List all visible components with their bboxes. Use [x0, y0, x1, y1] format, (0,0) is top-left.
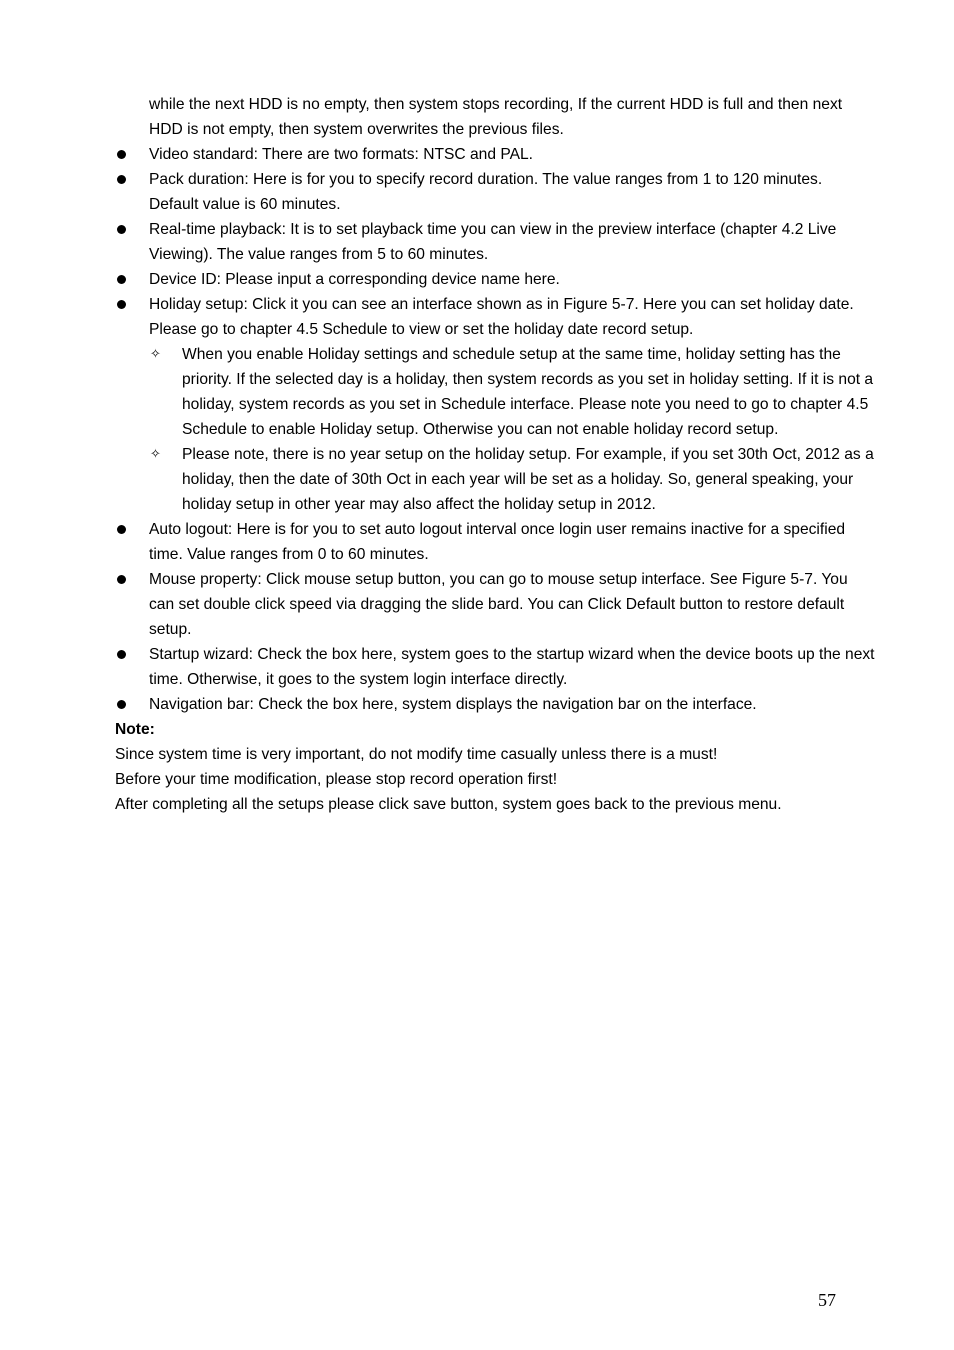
- sub-bullet-text: Please note, there is no year setup on the holiday setup. For example, if you set 30th Oct, 2012 as a holiday, then the date of 30th Oct in each year will be set as a holiday. So, general speaking, your holiday setup in other year may also affect the holiday setup in 2012.: [182, 446, 874, 513]
- bullet-navigation-bar: [115, 692, 875, 717]
- note-line: After completing all the setups please click save button, system goes back to the previous menu.: [115, 796, 782, 813]
- bullet-dot-icon: [117, 225, 126, 234]
- four-point-star-icon: ✧: [150, 447, 161, 462]
- bullet-text: Device ID: Please input a corresponding device name here.: [149, 271, 560, 288]
- bullet-mouse-property: [115, 567, 875, 642]
- note-line: Since system time is very important, do not modify time casually unless there is a must!: [115, 746, 718, 763]
- document-body: [115, 92, 875, 817]
- bullet-video-standard: [115, 142, 875, 167]
- page-number: 57: [818, 1290, 836, 1310]
- holiday-note-year: [149, 442, 875, 517]
- bullet-text: Video standard: There are two formats: NTSC and PAL.: [149, 146, 533, 163]
- note-heading: Note:: [115, 721, 155, 738]
- bullet-dot-icon: [117, 700, 126, 709]
- bullet-device-id: [115, 267, 875, 292]
- bullet-text: Mouse property: Click mouse setup button, you can go to mouse setup interface. See Figure 5-7. You can set double click speed via dragging the slide bard. You can Click Default button to restore default setup.: [149, 571, 848, 638]
- note-section: [115, 717, 875, 817]
- bullet-text: Navigation bar: Check the box here, system displays the navigation bar on the interface.: [149, 696, 757, 713]
- bullet-text: Holiday setup: Click it you can see an interface shown as in Figure 5-7. Here you can set holiday date. Please go to chapter 4.5 Schedule to view or set the holiday date record setup.: [149, 296, 854, 338]
- bullet-text: Auto logout: Here is for you to set auto logout interval once login user remains inactive for a specified time. Value ranges from 0 to 60 minutes.: [149, 521, 846, 563]
- bullet-holiday-setup: [115, 292, 875, 517]
- holiday-note-priority: [149, 342, 875, 442]
- note-line: Before your time modification, please stop record operation first!: [115, 771, 558, 788]
- bullet-text: Pack duration: Here is for you to specify record duration. The value ranges from 1 to 120 minutes. Default value is 60 minutes.: [149, 171, 823, 213]
- bullet-realtime-playback: [115, 217, 875, 267]
- intro-continuation: while the next HDD is no empty, then system stops recording, If the current HDD is full and then next HDD is not empty, then system overwrites the previous files.: [149, 96, 843, 138]
- holiday-sub-list: [149, 342, 875, 517]
- settings-bullet-list: [115, 142, 875, 717]
- bullet-auto-logout: [115, 517, 875, 567]
- bullet-dot-icon: [117, 175, 126, 184]
- bullet-startup-wizard: [115, 642, 875, 692]
- bullet-dot-icon: [117, 275, 126, 284]
- bullet-dot-icon: [117, 525, 126, 534]
- four-point-star-icon: ✧: [150, 347, 161, 362]
- bullet-text: Startup wizard: Check the box here, system goes to the startup wizard when the device boots up the next time. Otherwise, it goes to the system login interface directly.: [149, 646, 875, 688]
- bullet-dot-icon: [117, 650, 126, 659]
- bullet-text: Real-time playback: It is to set playback time you can view in the preview interface (chapter 4.2 Live Viewing). The value ranges from 5 to 60 minutes.: [149, 221, 837, 263]
- bullet-pack-duration: [115, 167, 875, 217]
- bullet-dot-icon: [117, 300, 126, 309]
- bullet-dot-icon: [117, 150, 126, 159]
- sub-bullet-text: When you enable Holiday settings and schedule setup at the same time, holiday setting has the priority. If the selected day is a holiday, then system records as you set in holiday setting. If it is not a holiday, system records as you set in Schedule interface. Please note you need to go to chapter 4.5 Schedule to enable Holiday setup. Otherwise you can not enable holiday record setup.: [182, 346, 874, 438]
- bullet-dot-icon: [117, 575, 126, 584]
